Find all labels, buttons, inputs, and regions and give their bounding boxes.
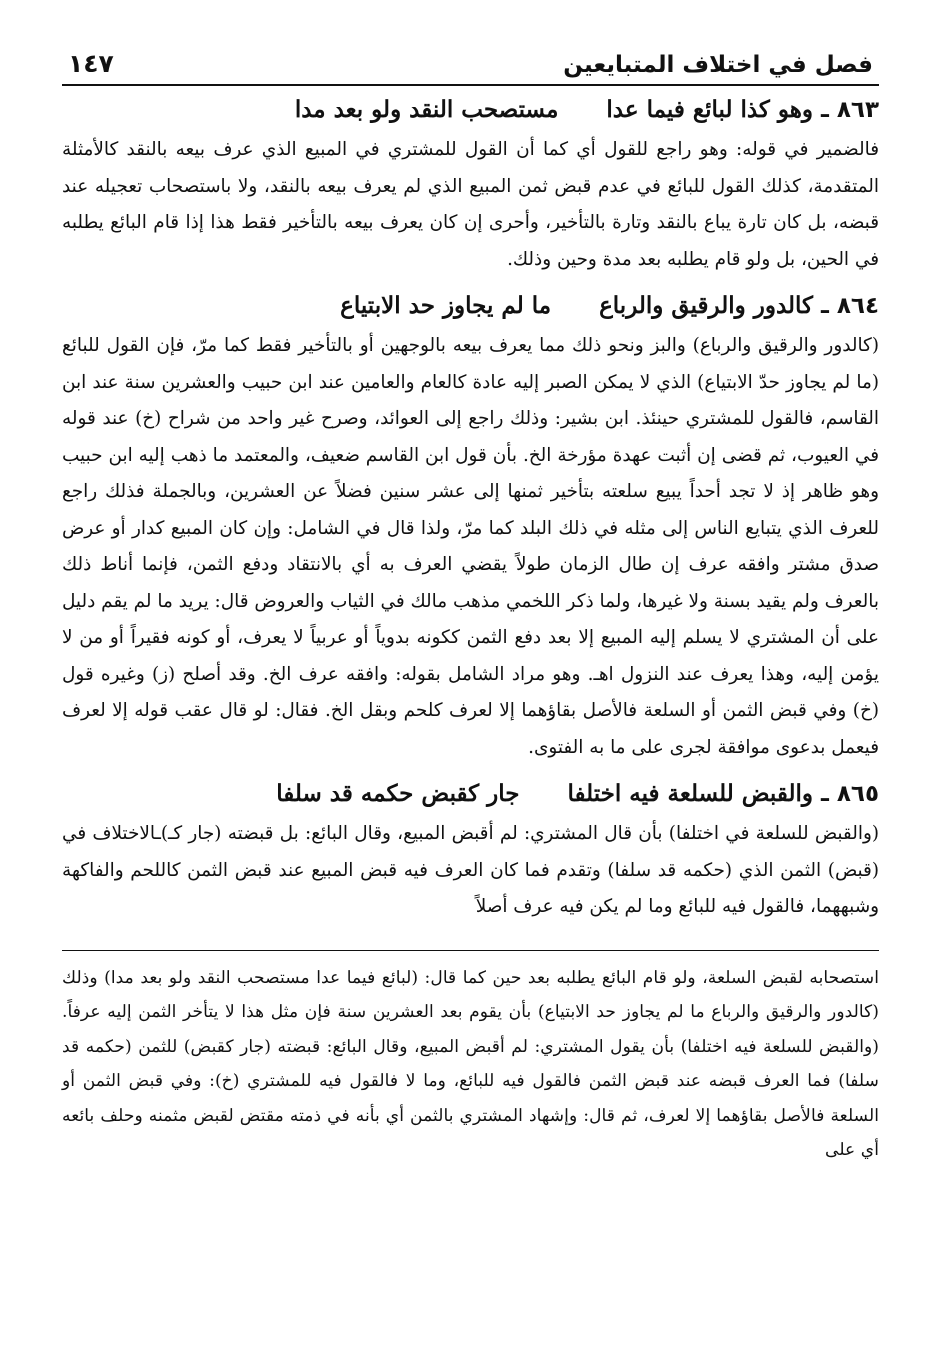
commentary-paragraph: فالضمير في قوله: وهو راجع للقول أي كما أن القول للمشتري في المبيع الذي عرف بيعه بالنقد كالأمثلة المتقدمة، كذلك القول للبائع في عدم قبض ثمن المبيع الذي لم يعرف بيعه بالنقد، ولا باستصحاب تعجيله عند قبضه، بل كان تارة يباع بالنقد وتارة بالتأخير، وأحرى إن كان يعرف بيعه بالتأخير فقط هذا إذا قام البائع يطلبه في الحين، بل ولو قام يطلبه بعد مدة وحين وذلك. xyxy=(62,139,879,270)
verse-number: ٨٦٤ ـ xyxy=(821,293,879,319)
verse-second-hemistich: جار كقبض حكمه قد سلفا xyxy=(276,780,520,807)
chapter-title: فصل في اختلاف المتبايعين xyxy=(563,52,873,78)
verse-second-hemistich: ما لم يجاوز حد الابتياع xyxy=(340,292,552,319)
section-865 xyxy=(62,772,879,926)
page-header xyxy=(62,38,879,78)
page xyxy=(62,38,879,1337)
footnote-divider xyxy=(62,950,879,951)
footnote-text: استصحابه لقبض السلعة، ولو قام البائع يطلبه بعد حين كما قال: (لبائع فيما عدا مستصحب النقد ولو بعد مدا) وذلك (كالدور والرقيق والرباع ما لم يجاوز حد الابتياع) بأن يقوم بعد العشرين سنة فإن مثل هذا لا يتأخر الثمن إليه عرفاً. (والقبض للسلعة فيه اختلفا) بأن يقول المشتري: لم أقبض المبيع، وقال البائع: قبضته (جار كقبض) للثمن (حكمه قد سلفا) فما العرف قبضه عند قبض الثمن فالقول فيه للبائع، وما لا فالقول فيه للمشتري (خ): وفي قبض الثمن أو السلعة فالأصل بقاؤهما إلا لعرف، ثم قال: وإشهاد المشتري بالثمن أي بأنه في ذمته مقتض لقبض مثمنه وحلف بائعه أي على xyxy=(62,967,879,1160)
section-864 xyxy=(62,284,879,766)
verse-line xyxy=(62,284,879,328)
section-863 xyxy=(62,88,879,278)
verse-first-hemistich: كالدور والرقيق والرباع xyxy=(599,292,813,319)
verse-first-hemistich: وهو كذا لبائع فيما عدا xyxy=(606,96,813,123)
header-divider xyxy=(62,84,879,86)
verse-number: ٨٦٥ ـ xyxy=(821,781,879,807)
verse-second-hemistich: مستصحب النقد ولو بعد مدا xyxy=(294,96,559,123)
verse-line xyxy=(62,88,879,132)
page-number: ١٤٧ xyxy=(68,49,114,78)
verse-number: ٨٦٣ ـ xyxy=(821,97,879,123)
verse-first-hemistich: والقبض للسلعة فيه اختلفا xyxy=(567,780,813,807)
commentary-paragraph: (والقبض للسلعة في اختلفا) بأن قال المشتري: لم أقبض المبيع، وقال البائع: بل قبضته (جار كـ)ـالاختلاف في (قبض) الثمن الذي (حكمه قد سلفا) وتقدم فما كان العرف فيه قبض المبيع عند قبض الثمن كاللحم والفاكهة وشبههما، فالقول فيه للبائع وما لم يكن فيه عرف أصلاً xyxy=(62,823,879,917)
verse-line xyxy=(62,772,879,816)
commentary-paragraph: (كالدور والرقيق والرباع) والبز ونحو ذلك مما يعرف بيعه بالوجهين أو بالتأخير فقط كما مرّ، فإن القول للبائع (ما لم يجاوز حدّ الابتياع) الذي لا يمكن الصبر إليه عادة كالعام والعامين عند ابن حبيب والعشرين سنة عند ابن القاسم، فالقول للمشتري حينئذ. ابن بشير: وذلك راجع إلى العوائد، وصرح غير واحد من شراح (خ) عند قوله في العيوب، ثم قضى إن أثبت عهدة مؤرخة الخ. بأن قول ابن القاسم ضعيف، والمعتمد ما ذهب إليه ابن حبيب وهو ظاهر إذ لا تجد أحداً يبيع سلعته بتأخير ثمنها إلى عشر سنين فضلاً عن العشرين، وبالجملة فذلك راجع للعرف الذي يتبايع الناس إلى مثله في ذلك البلد كما مرّ، ولذا قال في الشامل: وإن كان المبيع كدار أو عرض صدق مشتر وافقه عرف إن طال الزمان طولاً يقضي العرف به أي بالانتقاد ودفع الثمن، فإنما أناط ذلك بالعرف ولم يقيد بسنة ولا غيرها، ولما ذكر اللخمي مذهب مالك في الثياب والعروض قال: يريد ما لم يقم دليل على أن المشتري لا يسلم إليه المبيع إلا بعد دفع الثمن ككونه بدوياً أو عربياً لا يعرف، أو كونه فقيراً أو من لا يؤمن إليه، وهذا يعرف عند النزول اهـ. وهو مراد الشامل بقوله: وافقه عرف الخ. وقد أصلح (ز) وغيره قول (خ) وفي قبض الثمن أو السلعة فالأصل بقاؤهما إلا لعرف كلحم وبقل الخ. فقال: لو قال عقب قوله إلا لعرف فيعمل بدعوى موافقة لجرى على ما به الفتوى. xyxy=(62,335,879,758)
